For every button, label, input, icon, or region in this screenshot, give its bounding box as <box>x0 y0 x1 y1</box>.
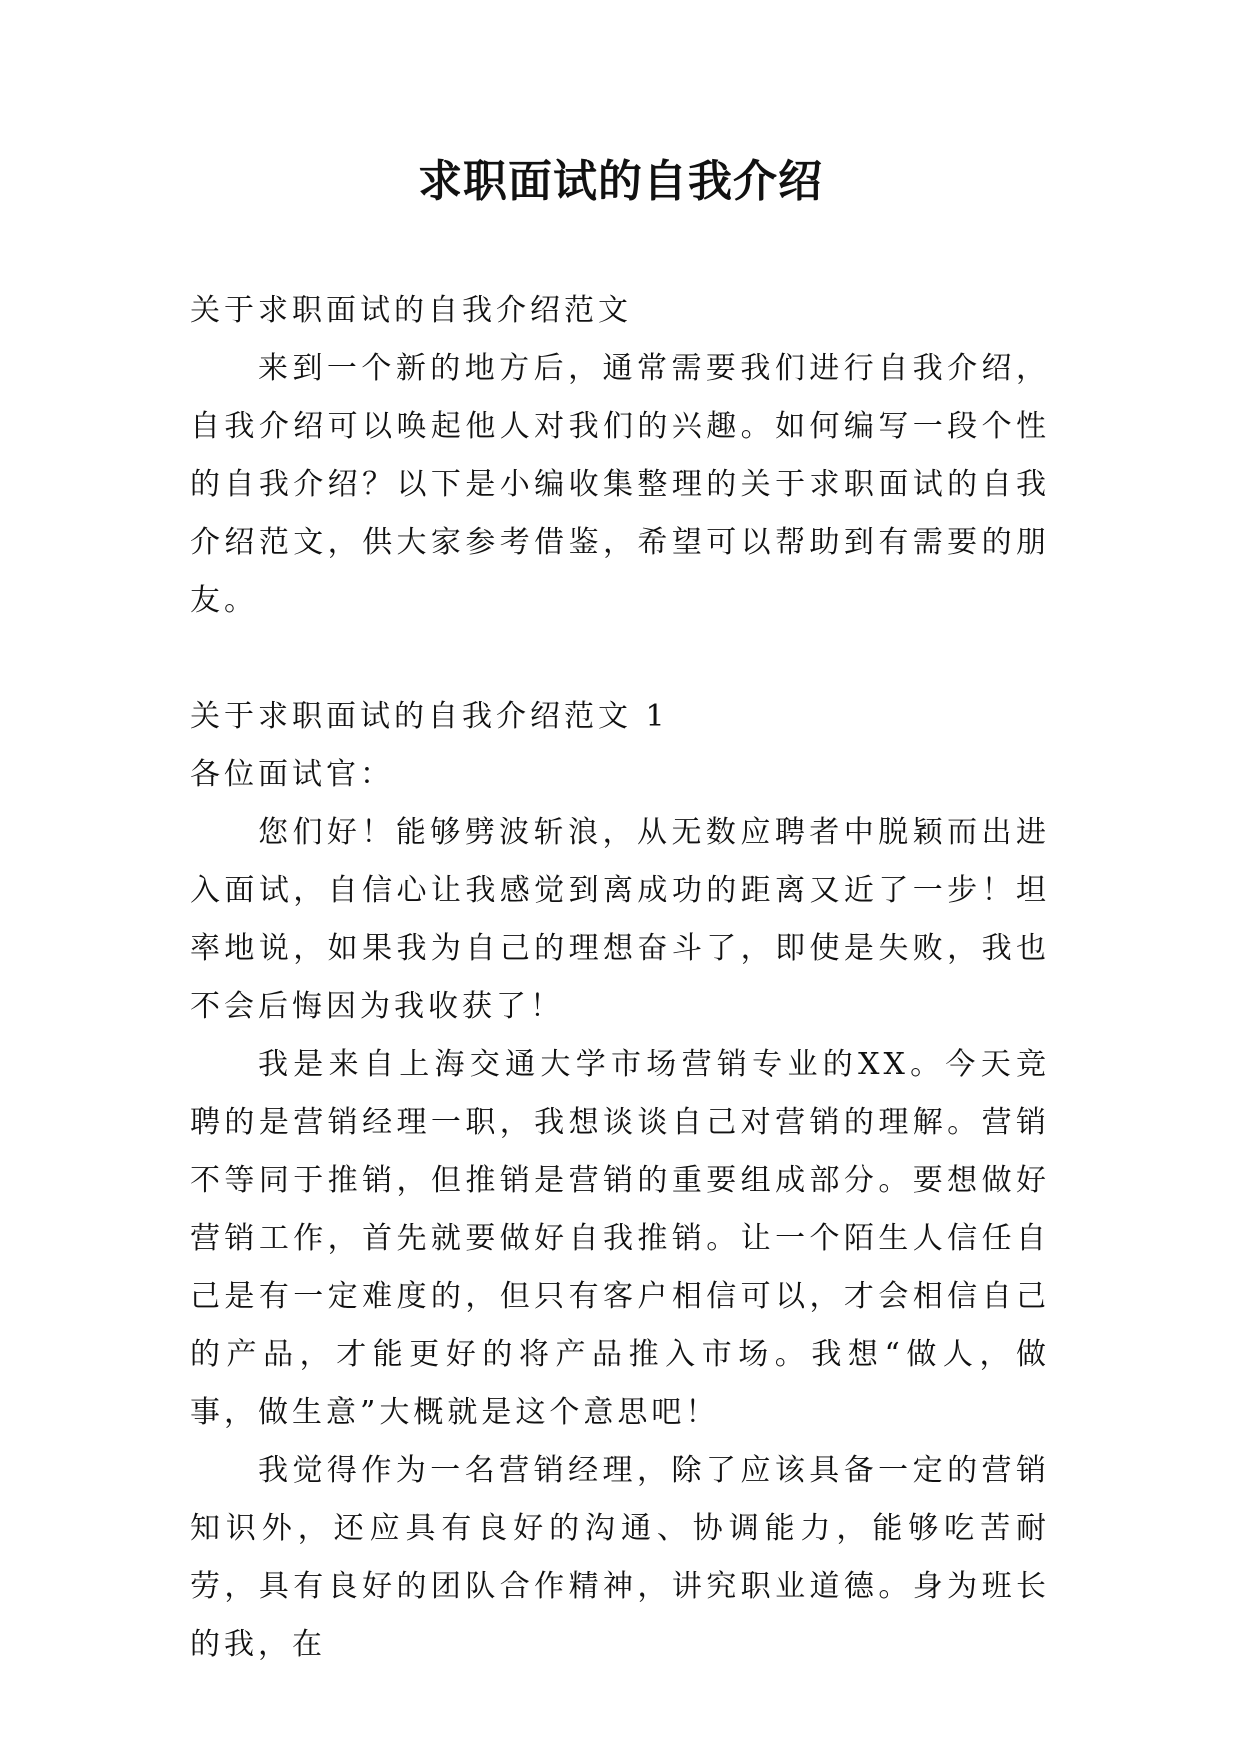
salutation: 各位面试官： <box>190 757 394 792</box>
section-heading: 关于求职面试的自我介绍范文 <box>190 293 632 328</box>
document-title: 求职面试的自我介绍 <box>418 156 823 207</box>
document-body <box>190 282 1050 1674</box>
body-paragraph: 我是来自上海交通大学市场营销专业的XX。今天竞聘的是营销经理一职，我想谈谈自己对营销的理解。营销不等同于推销，但推销是营销的重要组成部分。要想做好营销工作，首先就要做好自我推销。让一个陌生人信任自己是有一定难度的，但只有客户相信可以，才会相信自己的产品，才能更好的将产品推入市场。我想“做人，做事，做生意”大概就是这个意思吧！ <box>190 1047 1050 1430</box>
section-heading-1: 关于求职面试的自我介绍范文 1 <box>190 699 669 734</box>
body-paragraph: 您们好！能够劈波斩浪，从无数应聘者中脱颖而出进入面试，自信心让我感觉到离成功的距离又近了一步！坦率地说，如果我为自己的理想奋斗了，即使是失败，我也不会后悔因为我收获了！ <box>190 815 1050 1024</box>
paragraph-spacer <box>190 630 1050 688</box>
intro-paragraph: 来到一个新的地方后，通常需要我们进行自我介绍，自我介绍可以唤起他人对我们的兴趣。如何编写一段个性的自我介绍？以下是小编收集整理的关于求职面试的自我介绍范文，供大家参考借鉴，希望可以帮助到有需要的朋友。 <box>190 351 1050 618</box>
body-paragraph: 我觉得作为一名营销经理，除了应该具备一定的营销知识外，还应具有良好的沟通、协调能力，能够吃苦耐劳，具有良好的团队合作精神，讲究职业道德。身为班长的我，在 <box>190 1453 1050 1662</box>
